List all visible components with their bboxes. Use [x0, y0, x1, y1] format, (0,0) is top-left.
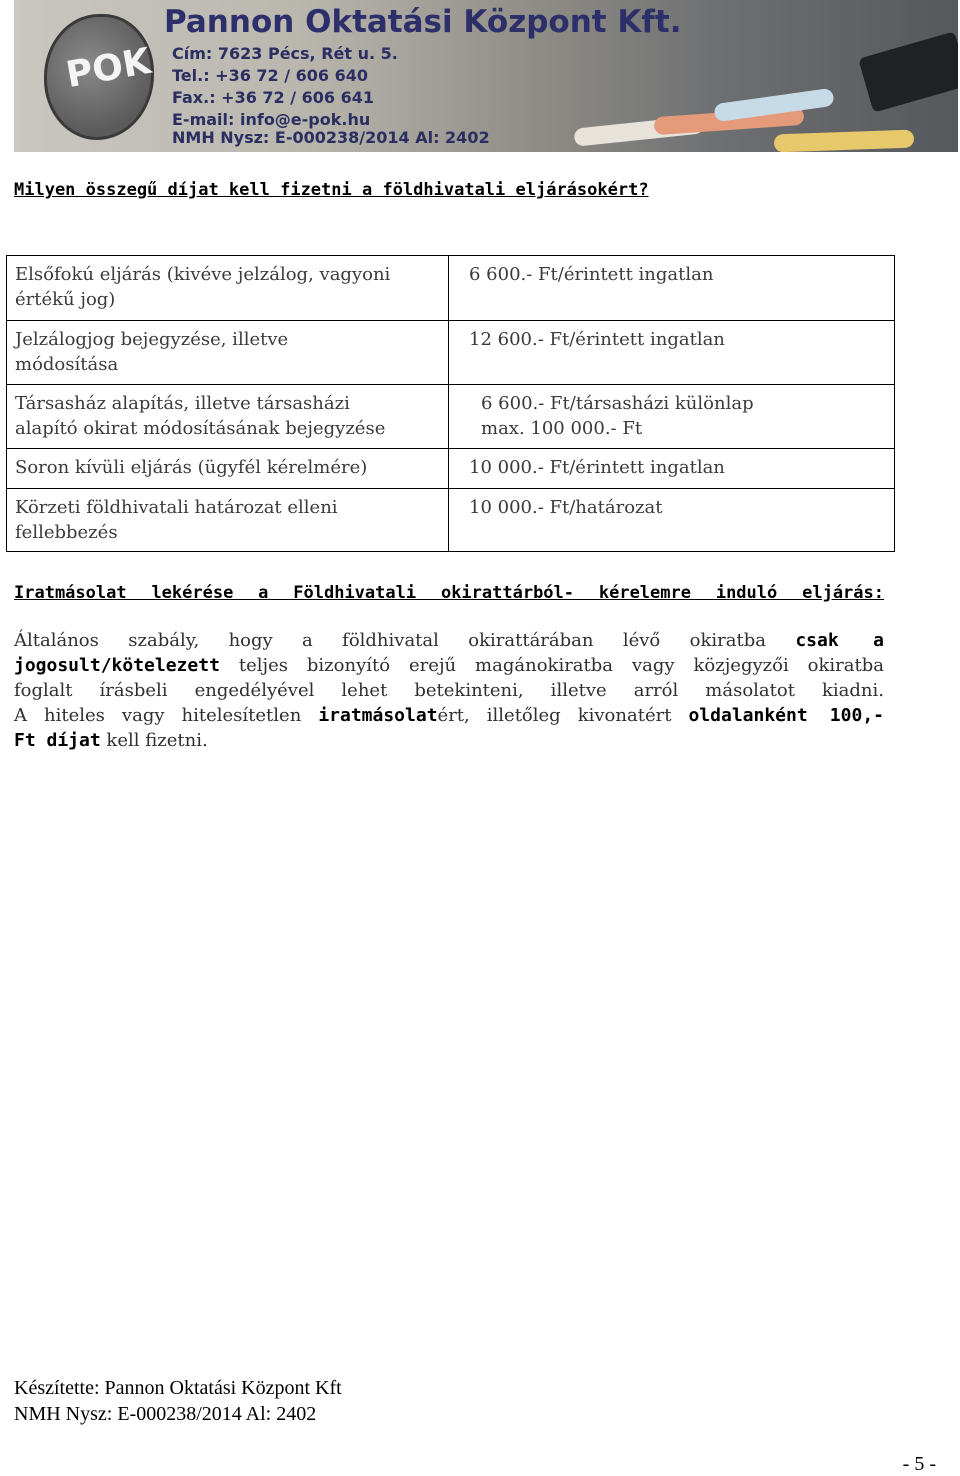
fee-label-line: értékű jog) — [15, 289, 116, 310]
fee-label-line: alapító okirat módosításának bejegyzése — [15, 418, 386, 439]
body-paragraph — [14, 628, 884, 753]
paragraph-text: teljes bizonyító erejű magánokiratba vagy közjegyzői okiratba — [219, 655, 884, 676]
paragraph-line — [14, 628, 884, 653]
header-registration: NMH Nysz: E-000238/2014 Al: 2402 — [172, 128, 490, 147]
footer — [14, 1375, 342, 1427]
logo-text: POK — [63, 40, 154, 97]
paragraph-line — [14, 653, 884, 678]
header-email: E-mail: info@e-pok.hu — [172, 110, 371, 129]
fee-label-cell — [7, 385, 449, 449]
fee-label-cell — [7, 449, 449, 489]
page-title: Milyen összegű díjat kell fizetni a földhivatali eljárásokért? — [14, 180, 649, 200]
fee-value-cell — [449, 321, 895, 385]
paragraph-bold: csak a — [795, 630, 884, 651]
paragraph-text: kell fizetni. — [100, 730, 208, 751]
fee-value-line: 6 600.- Ft/érintett ingatlan — [469, 264, 714, 285]
fee-label-cell — [7, 321, 449, 385]
fee-value-cell — [449, 449, 895, 489]
fee-label-line: Elsőfokú eljárás (kivéve jelzálog, vagyoni — [15, 264, 391, 285]
fee-table — [6, 255, 895, 552]
paragraph-line — [14, 728, 884, 753]
eraser-sponge — [858, 31, 958, 112]
footer-registration: NMH Nysz: E-000238/2014 Al: 2402 — [14, 1403, 317, 1425]
fee-value-line: 6 600.- Ft/társasházi különlap — [481, 393, 754, 414]
table-row — [7, 489, 895, 552]
fee-label-line: Soron kívüli eljárás (ügyfél kérelmére) — [15, 457, 368, 478]
paragraph-text: foglalt írásbeli engedélyével lehet betekinteni, illetve arról másolatot kiadni. — [14, 680, 884, 701]
paragraph-bold: jogosult/kötelezett — [14, 655, 220, 676]
header-fax: Fax.: +36 72 / 606 641 — [172, 88, 375, 107]
letterhead-banner — [14, 0, 958, 152]
paragraph-line — [14, 703, 884, 728]
section-subtitle: Iratmásolat lekérése a Földhivatali okirattárból- kérelemre induló eljárás: — [14, 583, 884, 603]
paragraph-bold: iratmásolat — [318, 705, 438, 726]
paragraph-bold: oldalanként 100,- — [688, 705, 884, 726]
header-phone: Tel.: +36 72 / 606 640 — [172, 66, 369, 85]
footer-author: Készítette: Pannon Oktatási Központ Kft — [14, 1377, 342, 1399]
paragraph-text: Általános szabály, hogy a földhivatal okirattárában lévő okiratba — [14, 630, 796, 651]
fee-label-cell — [7, 489, 449, 552]
fee-value-line: 12 600.- Ft/érintett ingatlan — [469, 329, 725, 350]
header-address: Cím: 7623 Pécs, Rét u. 5. — [172, 44, 398, 63]
fee-label-line: Társasház alapítás, illetve társasházi — [15, 393, 350, 414]
fee-value-cell — [449, 489, 895, 552]
fee-value-line: 10 000.- Ft/határozat — [469, 497, 663, 518]
table-row — [7, 321, 895, 385]
table-row — [7, 449, 895, 489]
fee-label-line: Jelzálogjog bejegyzése, illetve — [15, 329, 289, 350]
fee-value-cell — [449, 256, 895, 321]
company-name: Pannon Oktatási Központ Kft. — [164, 4, 682, 40]
chalk-yellow — [774, 130, 915, 152]
paragraph-bold: Ft díjat — [14, 730, 101, 751]
fee-label-line: fellebbezés — [15, 522, 118, 543]
fee-value-line: 10 000.- Ft/érintett ingatlan — [469, 457, 725, 478]
fee-label-line: módosítása — [15, 354, 119, 375]
fee-value-line: max. 100 000.- Ft — [481, 418, 643, 439]
paragraph-line — [14, 678, 884, 703]
paragraph-text: ért, illetőleg kivonatért — [437, 705, 689, 726]
page-number: - 5 - — [902, 1453, 936, 1475]
table-row — [7, 385, 895, 449]
fee-value-cell — [449, 385, 895, 449]
paragraph-text: A hiteles vagy hitelesítetlen — [14, 705, 319, 726]
table-row — [7, 256, 895, 321]
fee-label-cell — [7, 256, 449, 321]
fee-label-line: Körzeti földhivatali határozat elleni — [15, 497, 338, 518]
